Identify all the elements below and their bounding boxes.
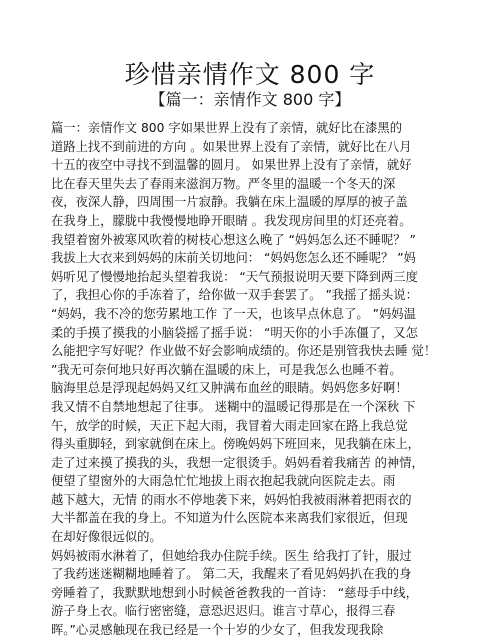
text-line: 了，我担心你的手冻着了，给你做一双手套罢了。 ”我摇了摇头说： <box>51 288 418 303</box>
article-body <box>51 119 447 640</box>
text-line: 越下越大，无情 的雨水不停地袭下来，妈妈怕我被雨淋着把雨衣的 <box>51 492 412 507</box>
text-line: 午，放学的时候，天正下起大雨，我冒着大雨走回家在路上我总觉 <box>51 418 408 433</box>
text-line: 我拔上大衣来到妈妈的床前关切地问： “妈妈您怎么还不睡呢？ ”妈 <box>51 251 416 266</box>
section-heading: 【篇一：亲情作文 800 字】 <box>149 90 351 109</box>
text-line: 在我身上，朦胧中我慢慢地睁开眼睛 。我发现房间里的灯还亮着。 <box>51 213 412 228</box>
text-line: 夜，夜深人静，四周围一片寂静。我躺在床上温暖的厚厚的被子盖 <box>51 195 408 210</box>
text-line: 了我药迷迷糊糊地睡着了。 第二天，我醒来了看见妈妈扒在我的身 <box>51 567 412 582</box>
text-line: 晖。”心灵感触现在我已经是一个十岁的少女了，但我发现我除 <box>51 623 384 638</box>
text-line: 妈听见了慢慢地抬起头望着我说： “天气预报说明天要下降到两三度 <box>51 269 418 284</box>
text-line: 走了过来摸了摸我的头，我想一定很烫手。妈妈看着我痛苦 的神情， <box>51 455 424 470</box>
text-line: ”我无可奈何地只好再次躺在温暖的床上，可是我怎么也睡不着。 <box>51 362 402 377</box>
text-line: 我又情不自禁地想起了往事。 迷糊中的温暖记得那是在一个深秋 下 <box>51 399 416 414</box>
text-line: 我望着窗外被寒风吹着的树枝心想这么晚了 “妈妈怎么还不睡呢？ ” <box>51 232 416 247</box>
text-line: 脑海里总是浮现起妈妈又红又肿满布血丝的眼睛。妈妈您多好啊！ <box>51 381 408 396</box>
text-line: 篇一：亲情作文 800 字如果世界上没有了亲情，就好比在漆黑的 <box>51 121 403 135</box>
text-line: 旁睡着了，我默默地想到小时候爸爸教我的一首诗： “慈母手中线， <box>51 585 418 600</box>
document-title: 珍惜亲情作文 800 字 <box>124 60 376 89</box>
text-line: 游子身上衣。临行密密缝，意恐迟迟归。谁言寸草心，报得三春 <box>51 604 396 619</box>
text-line: 柔的手摸了摸我的小脑袋摇了摇手说： “明天你的小手冻僵了，又怎 <box>51 325 418 340</box>
text-line: 大半都盖在我的身上。不知道为什么医院本来离我们家很近，但现 <box>51 511 408 526</box>
text-line: 得头重脚轻，到家就倒在床上。傍晚妈妈下班回来，见我躺在床上， <box>51 437 420 452</box>
text-line: 在却好像很远似的。 <box>51 530 162 545</box>
text-line: 妈妈被雨水淋着了，但她给我办住院手续。医生 给我打了针，服过 <box>51 548 412 563</box>
text-line: 便望了望窗外的大雨急忙忙地拔上雨衣抱起我就向医院走去。雨 <box>51 474 396 489</box>
text-line: 道路上找不到前进的方向 。如果世界上没有了亲情，就好比在八月 <box>51 139 412 154</box>
text-line: “妈妈，我不冷的您劳累地工作 了一天，也该早点休息了。 ”妈妈温 <box>51 306 416 321</box>
text-line: 么能把字写好呢？作业做不好会影响成绩的。你还是别管我快去睡 觉！ <box>51 344 437 359</box>
text-line: 比在春天里失去了春雨来滋润万物。严冬里的温暖一个冬天的深 <box>51 176 396 191</box>
text-line: 十五的夜空中寻找不到温馨的圆月。 如果世界上没有了亲情，就好 <box>51 158 412 173</box>
